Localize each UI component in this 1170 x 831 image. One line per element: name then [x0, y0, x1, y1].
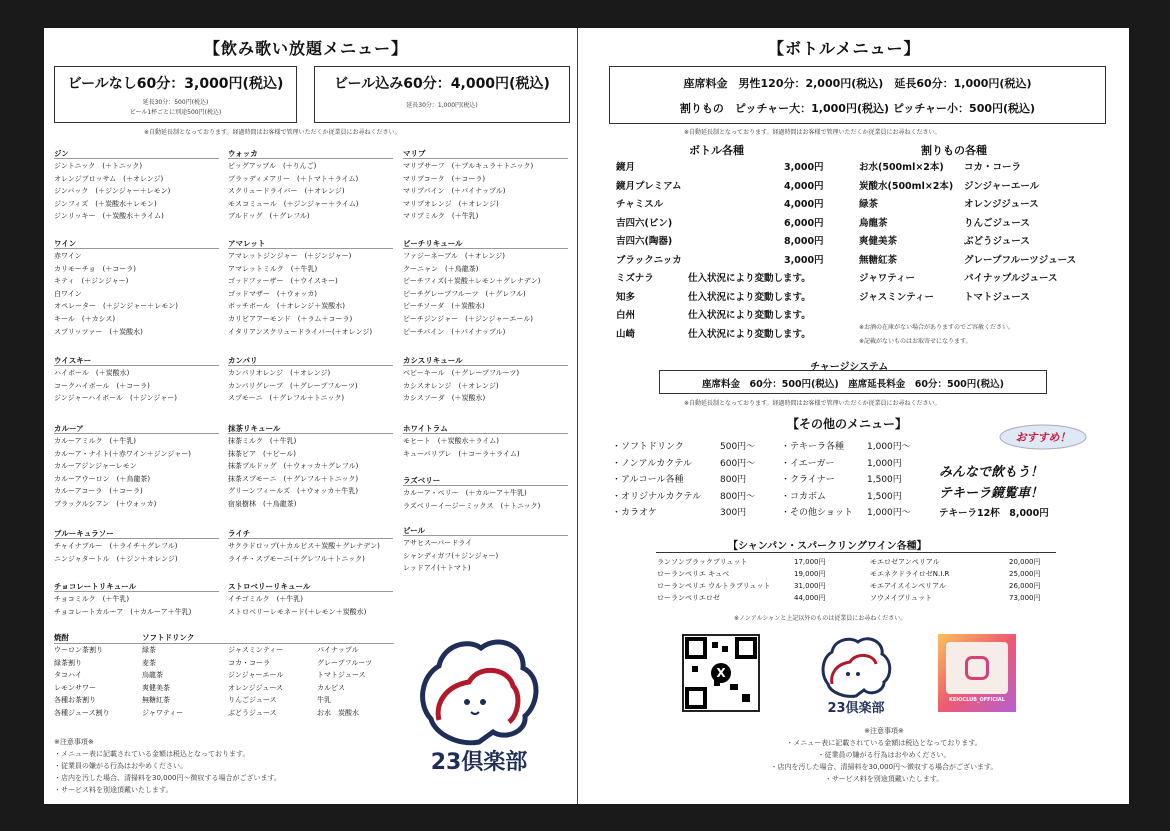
- drink-item: ラズベリーイージーミックス (＋トニック): [403, 501, 541, 510]
- category-underline: [403, 248, 568, 249]
- category-title: 抹茶リキュール: [228, 424, 281, 433]
- drink-item: コークハイボール (＋コーラ): [54, 381, 150, 390]
- drink-item: ジンフィズ (＋炭酸水＋レモン): [54, 199, 157, 208]
- other-item-price: 600円〜: [720, 458, 756, 469]
- other-item-name: ・テキーラ各種: [781, 442, 845, 452]
- drink-item: イタリアンスクリュードライバー(＋オレンジ): [228, 327, 373, 336]
- right-notes: [734, 725, 1034, 785]
- other-item-price: 1,000円〜: [867, 442, 911, 452]
- softdrink-title: ソフトドリンク: [142, 633, 195, 642]
- tequila-promo-1: みんなで飲もう！: [939, 465, 1044, 480]
- drink-item: ライチ・スプモーニ(＋グレフル＋トニック): [228, 554, 365, 563]
- category-underline: [228, 365, 393, 366]
- soft-drink-item: ジャスミンティー: [228, 646, 284, 654]
- soft-drink-item: 緑茶: [142, 646, 156, 654]
- category-title: カンパリ: [228, 356, 258, 365]
- soft-drink-item: 爽健美茶: [142, 683, 170, 692]
- champagne-name: モエロゼアンペリアル: [870, 558, 940, 566]
- champagne-price: 25,000円: [1009, 570, 1041, 578]
- drink-item: 抹茶ビア (＋ビール): [228, 449, 297, 458]
- drink-item: ベビーキール (＋グレープフルーツ): [403, 369, 520, 377]
- soft-drink-item: りんごジュース: [228, 696, 277, 705]
- charge-box: [659, 370, 1047, 394]
- drink-item: ピーチソーダ (＋炭酸水): [403, 302, 485, 311]
- left-note-line: ・サービス料を別途頂戴いたします。: [54, 786, 173, 794]
- drink-item: カルーアコーラ (＋コーラ): [54, 487, 143, 496]
- drink-item: カルーアジンジャーレモン: [54, 462, 137, 471]
- soft-drink-item: お水 炭酸水: [317, 709, 359, 717]
- drink-item: グリーンフィールズ (＋ウォッカ＋牛乳): [228, 487, 359, 496]
- category-title: マリブ: [403, 149, 426, 158]
- drink-item: アサヒスーパードライ: [403, 539, 473, 547]
- bottle-name: 吉四六(陶器): [616, 236, 673, 247]
- soft-drink-item: カルピス: [317, 683, 345, 692]
- mixer-note-2: ※記載がないものはお取寄せになります。: [859, 338, 972, 345]
- drink-item: カリモーチョ (＋コーラ): [54, 264, 136, 273]
- category-underline: [228, 158, 393, 159]
- category-title: ラズベリー: [403, 476, 441, 485]
- drink-item: クーニャン (＋烏龍茶): [403, 264, 479, 273]
- mixer-item: パイナップルジュース: [964, 273, 1058, 284]
- x-icon: X: [716, 666, 726, 680]
- drink-item: チョコミルク (＋牛乳): [54, 595, 130, 603]
- other-item-name: ・カラオケ: [612, 508, 657, 518]
- mixer-fee-line: 割りもの ピッチャー大：1,000円(税込) ピッチャー小：500円(税込): [679, 102, 1036, 115]
- drink-item: ボッチボール (＋オレンジ＋炭酸水): [228, 302, 345, 311]
- bottle-price: 仕入状況により変動します。: [688, 310, 811, 321]
- drink-item: モヒート (＋炭酸水＋ライム): [403, 437, 499, 445]
- bottle-price: 仕入状況により変動します。: [688, 273, 811, 284]
- club-logo-small: [814, 628, 898, 716]
- category-underline: [54, 248, 219, 249]
- drink-item: オペレーター (＋ジンジャー＋レモン): [54, 302, 178, 311]
- bottle-name: 吉四六(ビン): [616, 217, 673, 229]
- champagne-name: ソウメイブリュット: [870, 594, 932, 602]
- soft-drink-item: パイナップル: [317, 646, 359, 654]
- category-underline: [403, 433, 568, 434]
- category-title: カシスリキュール: [403, 356, 463, 365]
- drink-item: ゴッドマザー (＋ウォッカ): [228, 289, 318, 298]
- seat-fee-line: 座席料金 男性120分：2,000円(税込) 延長60分：1,000円(税込): [683, 77, 1032, 90]
- drink-item: チョコレートカルーア (＋カルーア＋牛乳): [54, 607, 192, 616]
- drink-item: マリブパイン (＋パイナップル): [403, 187, 506, 196]
- plan-beer-box: [314, 66, 570, 123]
- tequila-price: テキーラ12杯 8,000円: [939, 508, 1049, 519]
- recommend-label: おすすめ！: [1015, 431, 1071, 444]
- category-underline: [403, 485, 568, 486]
- mixer-item: オレンジジュース: [964, 199, 1039, 210]
- drink-item: アマレットミルク (＋牛乳): [228, 264, 318, 273]
- drink-item: キューバリブレ (＋コーラ＋ライム): [403, 449, 520, 458]
- other-item-name: ・イエーガー: [781, 458, 835, 469]
- drink-item: マリブオレンジ (＋オレンジ): [403, 199, 499, 208]
- charge-title: チャージシステム: [810, 362, 889, 373]
- drink-item: マリブミルク (＋牛乳): [403, 212, 479, 221]
- bottle-price: 3,000円: [784, 162, 824, 173]
- other-item-name: ・コカボム: [781, 491, 827, 502]
- drink-item: アマレットジンジャー (＋ジンジャー): [228, 252, 352, 260]
- other-item-name: ・その他ショット: [781, 508, 853, 518]
- drink-item: カンパリグレープ (＋グレープフルーツ): [228, 381, 358, 390]
- mixer-item: ジャワティー: [859, 273, 916, 284]
- drink-item: マリブコーク (＋コーラ): [403, 174, 486, 183]
- other-item-price: 800円: [720, 475, 747, 485]
- category-title: ホワイトラム: [403, 424, 448, 433]
- drink-item: ファジーネーブル (＋オレンジ): [403, 252, 505, 260]
- drink-item: イチゴミルク (＋牛乳): [228, 595, 304, 603]
- right-note-line: ・従業員の嫌がる行為はおやめください。: [817, 751, 951, 759]
- bottle-list-title: ボトル各種: [689, 144, 744, 157]
- other-item-name: ・ノンアルカクテル: [612, 458, 692, 469]
- category-title: ピーチリキュール: [403, 239, 463, 248]
- drink-item: 白ワイン: [54, 289, 82, 298]
- soft-drink-item: コカ・コーラ: [228, 658, 270, 667]
- mixer-item: 爽健美茶: [859, 236, 898, 247]
- category-underline: [54, 538, 219, 539]
- bottle-price: 4,000円: [784, 180, 824, 192]
- drink-item: カルーア・ナイト(＋赤ワイン＋ジンジャー): [54, 449, 191, 458]
- drink-item: スプリッツァー (＋炭酸水): [54, 327, 143, 336]
- left-note-line: ・店内を汚した場合、清掃料を30,000円〜徴収する場合がございます。: [54, 774, 281, 782]
- drink-item: カシスソーダ (＋炭酸水): [403, 394, 486, 403]
- mixer-item: 無糖紅茶: [859, 254, 898, 266]
- category-title: チョコレートリキュール: [54, 582, 137, 591]
- charge-line: 座席料金 60分：500円(税込) 座席延長料金 60分：500円(税込): [702, 379, 1004, 390]
- bottle-price: 3,000円: [784, 254, 824, 266]
- category-underline: [228, 538, 393, 539]
- mixer-note-1: ※お酒の在庫がない場合がありますのでご容赦ください。: [859, 324, 1015, 331]
- bottle-name: 知多: [616, 291, 636, 303]
- drink-item: ピーチジンジャー (＋ジンジャーエール): [403, 315, 533, 323]
- other-item-name: ・クライナー: [781, 475, 835, 485]
- recommend-badge: [999, 424, 1087, 450]
- category-title: ビール: [403, 526, 426, 535]
- drink-item: 赤ワイン: [54, 252, 82, 260]
- other-item-price: 300円: [720, 508, 747, 518]
- bottle-name: ミズナラ: [616, 273, 654, 284]
- instagram-icon: [965, 656, 989, 680]
- champagne-note: ※ノンアルシャンと上記以外のものは従業員にお尋ねください。: [734, 615, 907, 622]
- category-underline: [54, 591, 219, 592]
- plan-no-beer-ext: 延長30分：500円(税込): [142, 99, 209, 106]
- drink-item: キール (＋カシス): [54, 315, 116, 323]
- bottle-name: 白州: [616, 310, 636, 321]
- category-title: アマレット: [228, 239, 266, 248]
- champagne-price: 73,000円: [1009, 594, 1041, 602]
- right-auto-ext-note: ※自動延長制となっております。経過時間はお客様で管理いただくか従業員にお尋ねください。: [684, 129, 941, 136]
- plan-no-beer-note: ビール1杯ごとに別途500円(税込): [129, 109, 222, 116]
- drink-item: カルーアウーロン (＋烏龍茶): [54, 474, 151, 483]
- right-title: 【ボトルメニュー】: [768, 39, 921, 58]
- club-logo-small-text: 23倶楽部: [827, 701, 885, 716]
- other-item-name: ・アルコール各種: [612, 475, 684, 485]
- mixer-item: 緑茶: [859, 199, 879, 210]
- champagne-name: ローランペリエ キュベ: [657, 570, 730, 578]
- other-item-price: 800円〜: [720, 491, 756, 502]
- champagne-name: モエアイスインペリアル: [870, 582, 946, 590]
- drink-item: ジントニック (＋トニック): [54, 162, 143, 170]
- soft-drink-item: 無糖紅茶: [142, 696, 170, 705]
- other-item-name: ・オリジナルカクテル: [612, 491, 702, 502]
- charge-note: ※自動延長制となっております。経過時間はお客様で管理いただくか従業員にお尋ねください。: [684, 400, 941, 407]
- bottle-price: 8,000円: [784, 236, 824, 247]
- drink-item: カシスオレンジ (＋オレンジ): [403, 381, 499, 390]
- drink-item: 抹茶ミルク (＋牛乳): [228, 437, 297, 445]
- instagram-handle: KEIOCLUB_OFFICIAL: [949, 697, 1005, 703]
- drink-item: チャイナブルー (＋ライチ＋グレフル): [54, 542, 178, 550]
- plan-no-beer-title: ビールなし60分：3,000円(税込): [67, 76, 284, 92]
- right-note-line: ※注意事項※: [864, 727, 904, 735]
- drink-item: ビッグアップル (＋りんご): [228, 162, 317, 170]
- soft-drink-item: ぶどうジュース: [228, 709, 277, 717]
- bottle-price: 仕入状況により変動します。: [688, 328, 811, 340]
- drink-item: マリブサーフ (＋ブルキュラ＋トニック): [403, 162, 534, 170]
- other-item-price: 1,500円: [867, 491, 902, 502]
- soft-drink-item: グレープフルーツ: [317, 658, 373, 667]
- instagram-qr-code[interactable]: [938, 634, 1016, 712]
- club-logo-text: 23倶楽部: [430, 750, 528, 774]
- drink-item: ストロベリーレモネード(＋レモン＋炭酸水): [228, 607, 367, 616]
- drink-item: 宿泉樹林 (＋烏龍茶): [228, 500, 297, 508]
- category-underline: [228, 248, 393, 249]
- drink-item: スプモーニ (＋グレフル＋トニック): [228, 394, 345, 403]
- mixer-list-title: 割りもの各種: [921, 144, 987, 157]
- bottle-name: ブラックニッカ: [616, 254, 682, 266]
- right-note-line: ・メニュー表に記載されている金額は税込となっております。: [786, 739, 982, 747]
- menu-sheet: [44, 28, 1129, 804]
- category-underline: [54, 365, 219, 366]
- bottle-price: 6,000円: [784, 217, 824, 229]
- drink-item: ジンバック (＋ジンジャー＋レモン): [54, 187, 171, 196]
- champagne-price: 17,000円: [794, 558, 826, 566]
- category-underline: [54, 158, 219, 159]
- mixer-item: 烏龍茶: [859, 217, 888, 229]
- category-title: ワイン: [54, 239, 77, 248]
- drink-item: 抹茶ブルドッグ (＋ウォッカ＋グレフル): [228, 462, 359, 471]
- shochu-item: 緑茶割り: [54, 658, 82, 667]
- champagne-name: ローランペリエロゼ: [657, 594, 720, 602]
- mixer-item: トマトジュース: [964, 291, 1030, 303]
- club-logo: [409, 624, 549, 774]
- shochu-item: 各種ジュース割り: [54, 709, 110, 717]
- shochu-item: タコハイ: [54, 671, 82, 680]
- mixer-item: りんごジュース: [964, 217, 1030, 229]
- drink-item: ブルドッグ (＋グレフル): [228, 212, 310, 221]
- drink-item: モスコミュール (＋ジンジャー＋ライム): [228, 199, 359, 208]
- category-underline: [228, 433, 393, 434]
- plan-beer-title: ビール込み60分：4,000円(税込): [334, 76, 550, 92]
- drink-item: カルーアミルク (＋牛乳): [54, 437, 136, 445]
- seat-fee-box: [609, 66, 1106, 124]
- drink-item: レッドアイ(＋トマト): [403, 564, 471, 573]
- bottle-price: 仕入状況により変動します。: [688, 291, 811, 303]
- drink-item: カンパリオレンジ (＋オレンジ): [228, 369, 331, 377]
- drink-item: ピーチグレープフルーツ (＋グレフル): [403, 289, 526, 298]
- bottle-name: 鏡月プレミアム: [616, 180, 682, 192]
- category-title: ブルーキュラソー: [54, 529, 114, 538]
- instagram-qr-inner: [946, 642, 1008, 694]
- left-notes: [54, 736, 281, 796]
- drink-item: ブラッディメアリー (＋トマト＋ライム): [228, 174, 359, 183]
- left-note-line: ・メニュー表に記載されている金額は税込となっております。: [54, 750, 250, 758]
- drink-item: カルーア・ベリー (＋カルーア＋牛乳): [403, 489, 527, 497]
- other-item-price: 1,000円〜: [867, 508, 911, 518]
- shochu-item: 各種お茶割り: [54, 696, 96, 705]
- left-note-line: ・従業員の嫌がる行為はおやめください。: [54, 762, 187, 770]
- mixer-item: ぶどうジュース: [964, 236, 1030, 247]
- champagne-price: 31,000円: [794, 582, 826, 590]
- x-qr-code[interactable]: [682, 634, 760, 712]
- drink-item: オレンジブロッサム (＋オレンジ): [54, 174, 164, 183]
- left-note-line: ※注意事項※: [54, 738, 94, 746]
- category-underline: [403, 365, 568, 366]
- right-note-line: ・店内を汚した場合、清掃料を30,000円〜徴収する場合がございます。: [770, 763, 998, 771]
- left-title: 【飲み歌い放題メニュー】: [204, 39, 409, 58]
- category-title: ライチ: [228, 529, 251, 538]
- soft-drink-item: ジンジャーエール: [228, 671, 284, 680]
- soft-drink-item: トマトジュース: [317, 671, 366, 680]
- drink-item: 抹茶スプモーニ (＋グレフル＋トニック): [228, 474, 359, 483]
- drink-item: ピーチパイン (＋パイナップル): [403, 327, 506, 336]
- mixer-item: コカ・コーラ: [964, 162, 1022, 173]
- plan-no-beer-box: [54, 66, 297, 123]
- drink-item: サクラドロップ(＋カルピス＋炭酸＋グレナデン): [228, 542, 380, 550]
- category-title: ウイスキー: [54, 356, 92, 365]
- champagne-name: ランソンブラックブリュット: [657, 558, 748, 566]
- mixer-item: 炭酸水(500ml×2本): [859, 180, 954, 192]
- champagne-name: ローランペリエ ウルトラブリュット: [657, 582, 771, 590]
- mixer-item: お水(500ml×2本): [859, 162, 944, 173]
- other-item-price: 1,000円: [867, 458, 902, 469]
- drink-item: ニンジャタートル (＋ジン＋オレンジ): [54, 554, 178, 563]
- champagne-price: 44,000円: [794, 594, 826, 602]
- mixer-item: グレープフルーツジュース: [964, 254, 1077, 266]
- category-title: カルーア: [54, 424, 84, 433]
- champagne-price: 26,000円: [1009, 582, 1041, 590]
- drink-item: ジンジャーハイボール (＋ジンジャー): [54, 394, 177, 403]
- drink-item: カリビアアーモンド (＋ラム＋コーラ): [228, 315, 353, 323]
- bottle-name: 山崎: [616, 328, 636, 340]
- champagne-price: 19,000円: [794, 570, 826, 578]
- champagne-price: 20,000円: [1009, 558, 1041, 566]
- other-item-price: 500円〜: [720, 442, 756, 452]
- drink-item: キティ (＋ジンジャー): [54, 277, 129, 286]
- drink-item: シャンディガフ(＋ジンジャー): [403, 551, 499, 560]
- plan-beer-ext: 延長30分：1,000円(税込): [406, 102, 478, 109]
- category-title: ウォッカ: [228, 149, 258, 158]
- category-title: ストロベリーリキュール: [228, 582, 311, 591]
- soft-drink-item: オレンジジュース: [228, 683, 283, 692]
- category-underline: [403, 158, 568, 159]
- drink-item: ピーチフィズ(＋炭酸＋レモン＋グレナデン): [403, 277, 541, 286]
- shochu-item: ウーロン茶割り: [54, 646, 103, 654]
- shochu-item: レモンサワー: [54, 683, 96, 692]
- other-item-price: 1,500円: [867, 475, 902, 485]
- category-underline: [54, 433, 219, 434]
- page-divider: [577, 28, 578, 804]
- drink-item: スクリュードライバー (＋オレンジ): [228, 187, 345, 196]
- soft-drink-item: 麦茶: [142, 658, 156, 667]
- bottle-name: チャミスル: [616, 199, 664, 210]
- category-underline: [403, 535, 568, 536]
- drink-item: ジンリッキー (＋炭酸水＋ライム): [54, 212, 164, 221]
- soft-drink-item: 烏龍茶: [142, 671, 163, 680]
- category-title: ジン: [54, 149, 69, 158]
- drink-item: ハイボール (＋炭酸水): [54, 369, 130, 377]
- champagne-name: モエネクドライロゼN.I.R: [870, 570, 950, 578]
- bottle-name: 鏡月: [616, 162, 636, 173]
- other-menu-title: 【その他のメニュー】: [787, 417, 908, 431]
- category-underline: [228, 591, 393, 592]
- champagne-underline: [656, 552, 1056, 553]
- bottle-price: 4,000円: [784, 199, 824, 210]
- champagne-title: 【シャンパン・スパークリングワイン各種】: [728, 541, 927, 552]
- soft-drink-item: 牛乳: [317, 696, 331, 705]
- soft-drink-item: ジャワティー: [142, 709, 184, 717]
- right-note-line: ・サービス料を別途頂戴いたします。: [824, 775, 944, 783]
- mixer-item: ジンジャーエール: [964, 180, 1040, 192]
- drink-item: ゴッドファーザー (＋ウイスキー): [228, 277, 338, 286]
- other-item-name: ・ソフトドリンク: [612, 442, 684, 452]
- left-auto-ext-note: ※自動延長制となっております。経過時間はお客様で管理いただくか従業員にお尋ねください。: [144, 129, 401, 136]
- tequila-promo-2: テキーラ鏡覧車！: [939, 486, 1044, 501]
- shochu-title: 焼酎: [54, 633, 69, 642]
- mixer-item: ジャスミンティー: [859, 291, 935, 303]
- drink-item: ブラックルシアン (＋ウォッカ): [54, 500, 157, 508]
